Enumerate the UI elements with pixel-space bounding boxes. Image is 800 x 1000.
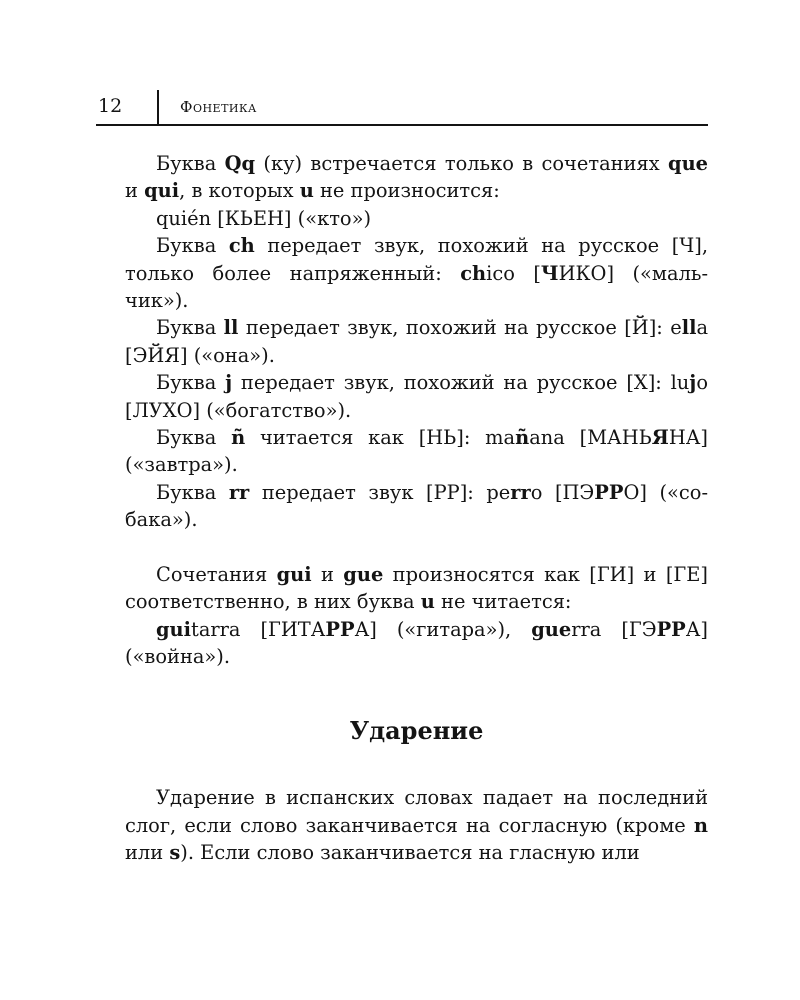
paragraph-letter-rr: Буква rr передает звук [РР]: perro [ПЭРРО] («со-бака»). [125,480,709,532]
paragraph-stress: Ударение в испанских словах падает на последний слог, если слово заканчивается на согласную (кроме n или s). Если слово заканчивается на гласную или [125,786,708,865]
example-quien: quién [КЬЕН] («кто») [156,206,372,230]
page-number: 12 [98,95,123,117]
page-body [125,150,708,867]
example-guitarra-guerra: guitarra [ГИТАРРА] («гитара»), guerra [ГЭРРА] («война»). [125,617,708,668]
section-title: Фонетика [180,98,257,116]
heading-stress: Ударение [349,716,484,746]
header-divider [157,90,159,124]
running-header [96,90,708,126]
paragraph-letter-n-tilde: Буква ñ читается как [НЬ]: mañana [МАНЬЯНА] («завтра»). [125,426,708,477]
paragraph-gap [125,534,708,561]
paragraph-letter-ch: Буква ch передает звук, похожий на русское [Ч], только более напряженный: chico [ЧИКО] («маль-чик»). [125,234,708,313]
paragraph-letter-j: Буква j передает звук, похожий на русское [Х]: lujo [ЛУХО] («богатство»). [125,371,709,422]
paragraph-letter-ll: Буква ll передает звук, похожий на русское [Й]: ella [ЭЙЯ] («она»). [125,316,708,367]
paragraph-gui-gue: Сочетания gui и gue произносятся как [ГИ] и [ГЕ] соответственно, в них буква u не читается: [125,562,708,614]
paragraph-letter-q: Буква Qq (ку) встречается только в сочетаниях que и qui, в которых u не произносится: [125,152,709,203]
